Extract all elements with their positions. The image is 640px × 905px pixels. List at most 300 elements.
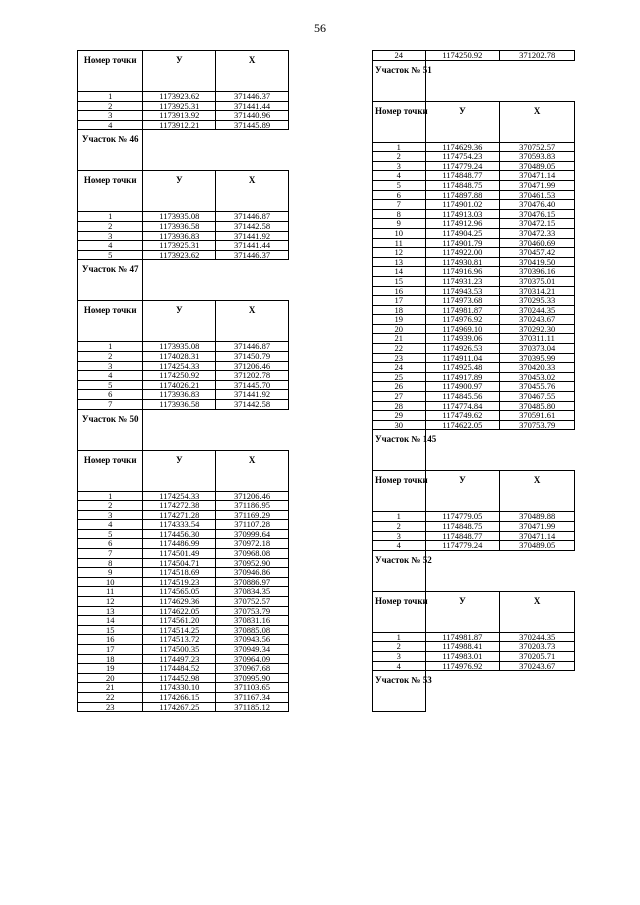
- y-coordinate: 1174779.24: [425, 541, 500, 551]
- table-row: [373, 219, 575, 229]
- y-coordinate: 1174916.96: [425, 267, 500, 277]
- header-x: Х: [216, 450, 289, 491]
- section-title: Участок № 145: [373, 430, 426, 471]
- x-coordinate: 370396.16: [500, 267, 575, 277]
- x-coordinate: 370314.21: [500, 286, 575, 296]
- header-point: Номер точки: [78, 171, 143, 212]
- point-number: 3: [373, 531, 426, 541]
- y-coordinate: 1174973.68: [425, 296, 500, 306]
- y-coordinate: 1174779.24: [425, 161, 500, 171]
- coordinates-table-right: [372, 50, 575, 712]
- x-coordinate: 370203.73: [500, 642, 575, 652]
- y-coordinate: 1174629.36: [143, 597, 216, 607]
- x-coordinate: 370467.55: [500, 392, 575, 402]
- header-x: Х: [216, 171, 289, 212]
- y-coordinate: 1173925.31: [143, 101, 216, 111]
- point-number: 16: [78, 635, 143, 645]
- point-number: 4: [373, 541, 426, 551]
- section-spacer: [425, 671, 574, 712]
- y-coordinate: 1174976.92: [425, 661, 500, 671]
- y-coordinate: 1174250.92: [143, 371, 216, 381]
- point-number: 10: [373, 228, 426, 238]
- x-coordinate: 370489.88: [500, 512, 575, 522]
- x-coordinate: 370886.97: [216, 577, 289, 587]
- point-number: 8: [373, 209, 426, 219]
- y-coordinate: 1174484.52: [143, 664, 216, 674]
- y-coordinate: 1174845.56: [425, 392, 500, 402]
- x-coordinate: 370243.67: [500, 661, 575, 671]
- y-coordinate: 1174943.53: [425, 286, 500, 296]
- table-row: [78, 692, 289, 702]
- point-number: 11: [78, 587, 143, 597]
- y-coordinate: 1173936.58: [143, 221, 216, 231]
- x-coordinate: 371442.58: [216, 399, 289, 409]
- table-row: [373, 200, 575, 210]
- x-coordinate: 370472.33: [500, 228, 575, 238]
- point-number: 3: [373, 651, 426, 661]
- x-coordinate: 370834.35: [216, 587, 289, 597]
- point-number: 2: [373, 522, 426, 532]
- y-coordinate: 1173936.83: [143, 390, 216, 400]
- table-row: [373, 228, 575, 238]
- point-number: 30: [373, 420, 426, 430]
- section-title: Участок № 46: [78, 130, 143, 171]
- x-coordinate: 371445.70: [216, 380, 289, 390]
- point-number: 7: [373, 200, 426, 210]
- point-number: 13: [78, 606, 143, 616]
- y-coordinate: 1174848.75: [425, 180, 500, 190]
- point-number: 21: [373, 334, 426, 344]
- point-number: 28: [373, 401, 426, 411]
- header-point: Номер точки: [78, 450, 143, 491]
- x-coordinate: 371202.78: [216, 371, 289, 381]
- y-coordinate: 1174913.03: [425, 209, 500, 219]
- point-number: 5: [78, 529, 143, 539]
- x-coordinate: 370885.08: [216, 625, 289, 635]
- table-row: [78, 221, 289, 231]
- x-coordinate: 370205.71: [500, 651, 575, 661]
- page-number: 56: [314, 21, 326, 35]
- table-row: [78, 597, 289, 607]
- x-coordinate: 370311.11: [500, 334, 575, 344]
- y-coordinate: 1173936.83: [143, 231, 216, 241]
- point-number: 24: [373, 363, 426, 373]
- table-row: [78, 664, 289, 674]
- header-point: Номер точки: [373, 591, 426, 632]
- point-number: 12: [373, 248, 426, 258]
- y-coordinate: 1174983.01: [425, 651, 500, 661]
- point-number: 7: [78, 549, 143, 559]
- y-coordinate: 1174922.00: [425, 248, 500, 258]
- section-spacer: [143, 260, 289, 301]
- x-coordinate: 370472.15: [500, 219, 575, 229]
- table-row: [78, 702, 289, 712]
- table-row: [78, 390, 289, 400]
- y-coordinate: 1174900.97: [425, 382, 500, 392]
- x-coordinate: 370461.53: [500, 190, 575, 200]
- x-coordinate: 370471.14: [500, 171, 575, 181]
- point-number: 5: [78, 380, 143, 390]
- point-number: 5: [373, 180, 426, 190]
- table-header-row: [373, 471, 575, 512]
- point-number: 22: [78, 692, 143, 702]
- point-number: 1: [78, 92, 143, 102]
- table-row: [78, 520, 289, 530]
- point-number: 5: [78, 250, 143, 260]
- point-number: 20: [78, 673, 143, 683]
- section-row: [78, 260, 289, 301]
- x-coordinate: 370968.08: [216, 549, 289, 559]
- x-coordinate: 370946.86: [216, 568, 289, 578]
- section-row: [78, 409, 289, 450]
- table-row: [373, 315, 575, 325]
- point-number: 9: [78, 568, 143, 578]
- y-coordinate: 1173913.92: [143, 111, 216, 121]
- table-row: [373, 411, 575, 421]
- y-coordinate: 1173923.62: [143, 250, 216, 260]
- x-coordinate: 370489.05: [500, 161, 575, 171]
- table-row: [78, 399, 289, 409]
- x-coordinate: 370753.79: [216, 606, 289, 616]
- point-number: 23: [373, 353, 426, 363]
- y-coordinate: 1174981.87: [425, 632, 500, 642]
- point-number: 4: [78, 520, 143, 530]
- x-coordinate: 370395.99: [500, 353, 575, 363]
- y-coordinate: 1174848.77: [425, 171, 500, 181]
- point-number: 12: [78, 597, 143, 607]
- point-number: 2: [373, 152, 426, 162]
- section-spacer: [425, 60, 574, 101]
- section-row: [373, 60, 575, 101]
- y-coordinate: 1174497.23: [143, 654, 216, 664]
- point-number: 19: [373, 315, 426, 325]
- y-coordinate: 1174848.75: [425, 522, 500, 532]
- point-number: 4: [373, 661, 426, 671]
- point-number: 14: [78, 616, 143, 626]
- point-number: 29: [373, 411, 426, 421]
- x-coordinate: 370420.33: [500, 363, 575, 373]
- x-coordinate: 371103.65: [216, 683, 289, 693]
- y-coordinate: 1174749.62: [425, 411, 500, 421]
- point-number: 11: [373, 238, 426, 248]
- y-coordinate: 1174931.23: [425, 276, 500, 286]
- point-number: 20: [373, 324, 426, 334]
- coordinates-column-left: [77, 50, 289, 712]
- y-coordinate: 1174901.02: [425, 200, 500, 210]
- x-coordinate: 371206.46: [216, 491, 289, 501]
- table-row: [373, 296, 575, 306]
- point-number: 9: [373, 219, 426, 229]
- y-coordinate: 1174250.92: [425, 51, 500, 61]
- y-coordinate: 1174848.77: [425, 531, 500, 541]
- point-number: 1: [78, 342, 143, 352]
- x-coordinate: 371185.12: [216, 702, 289, 712]
- header-point: Номер точки: [373, 101, 426, 142]
- y-coordinate: 1174272.38: [143, 501, 216, 511]
- point-number: 23: [78, 702, 143, 712]
- header-y: У: [425, 471, 500, 512]
- section-spacer: [425, 430, 574, 471]
- header-y: У: [143, 450, 216, 491]
- x-coordinate: 371441.44: [216, 241, 289, 251]
- y-coordinate: 1174774.84: [425, 401, 500, 411]
- x-coordinate: 370375.01: [500, 276, 575, 286]
- x-coordinate: 370457.42: [500, 248, 575, 258]
- y-coordinate: 1174500.35: [143, 645, 216, 655]
- x-coordinate: 371186.95: [216, 501, 289, 511]
- point-number: 4: [373, 171, 426, 181]
- section-row: [373, 430, 575, 471]
- table-row: [78, 241, 289, 251]
- y-coordinate: 1173935.08: [143, 342, 216, 352]
- x-coordinate: 371167.34: [216, 692, 289, 702]
- y-coordinate: 1174501.49: [143, 549, 216, 559]
- section-row: [78, 130, 289, 171]
- y-coordinate: 1174254.33: [143, 361, 216, 371]
- header-x: Х: [500, 591, 575, 632]
- table-header-row: [373, 591, 575, 632]
- point-number: 6: [373, 190, 426, 200]
- y-coordinate: 1174988.41: [425, 642, 500, 652]
- point-number: 1: [373, 512, 426, 522]
- table-header-row: [78, 450, 289, 491]
- x-coordinate: 370476.40: [500, 200, 575, 210]
- x-coordinate: 370972.18: [216, 539, 289, 549]
- point-number: 1: [373, 632, 426, 642]
- y-coordinate: 1174629.36: [425, 142, 500, 152]
- x-coordinate: 370295.33: [500, 296, 575, 306]
- y-coordinate: 1174779.05: [425, 512, 500, 522]
- x-coordinate: 371445.89: [216, 120, 289, 130]
- header-x: Х: [216, 301, 289, 342]
- table-row: [373, 344, 575, 354]
- point-number: 3: [78, 510, 143, 520]
- x-coordinate: 370455.76: [500, 382, 575, 392]
- x-coordinate: 371446.87: [216, 212, 289, 222]
- header-x: Х: [500, 471, 575, 512]
- x-coordinate: 370753.79: [500, 420, 575, 430]
- table-row: [78, 92, 289, 102]
- section-row: [373, 671, 575, 712]
- header-x: Х: [216, 51, 289, 92]
- section-spacer: [143, 409, 289, 450]
- header-y: У: [143, 171, 216, 212]
- point-number: 15: [78, 625, 143, 635]
- x-coordinate: 371107.28: [216, 520, 289, 530]
- table-row: [78, 111, 289, 121]
- y-coordinate: 1173935.08: [143, 212, 216, 222]
- table-row: [373, 661, 575, 671]
- point-number: 16: [373, 286, 426, 296]
- point-number: 3: [78, 231, 143, 241]
- header-x: Х: [500, 101, 575, 142]
- y-coordinate: 1174622.05: [143, 606, 216, 616]
- x-coordinate: 370471.99: [500, 522, 575, 532]
- x-coordinate: 370244.35: [500, 305, 575, 315]
- y-coordinate: 1174912.96: [425, 219, 500, 229]
- y-coordinate: 1174333.54: [143, 520, 216, 530]
- table-row: [78, 568, 289, 578]
- y-coordinate: 1174911.04: [425, 353, 500, 363]
- y-coordinate: 1174518.69: [143, 568, 216, 578]
- y-coordinate: 1174330.10: [143, 683, 216, 693]
- point-number: 3: [373, 161, 426, 171]
- y-coordinate: 1174513.72: [143, 635, 216, 645]
- y-coordinate: 1174028.31: [143, 351, 216, 361]
- point-number: 18: [78, 654, 143, 664]
- header-point: Номер точки: [78, 51, 143, 92]
- y-coordinate: 1174901.79: [425, 238, 500, 248]
- x-coordinate: 370489.05: [500, 541, 575, 551]
- y-coordinate: 1174969.10: [425, 324, 500, 334]
- point-number: 8: [78, 558, 143, 568]
- header-point: Номер точки: [78, 301, 143, 342]
- y-coordinate: 1174897.88: [425, 190, 500, 200]
- table-row: [373, 152, 575, 162]
- table-header-row: [78, 171, 289, 212]
- y-coordinate: 1174504.71: [143, 558, 216, 568]
- table-row: [373, 651, 575, 661]
- header-y: У: [425, 591, 500, 632]
- coordinates-column-right: [372, 50, 575, 712]
- x-coordinate: 370964.09: [216, 654, 289, 664]
- table-row: [78, 549, 289, 559]
- point-number: 2: [78, 501, 143, 511]
- x-coordinate: 371441.44: [216, 101, 289, 111]
- header-y: У: [143, 301, 216, 342]
- table-row: [78, 645, 289, 655]
- coordinates-table-left: [77, 50, 289, 712]
- point-number: 17: [373, 296, 426, 306]
- point-number: 2: [373, 642, 426, 652]
- x-coordinate: 371446.87: [216, 342, 289, 352]
- point-number: 13: [373, 257, 426, 267]
- x-coordinate: 370476.15: [500, 209, 575, 219]
- y-coordinate: 1173912.21: [143, 120, 216, 130]
- x-coordinate: 371169.29: [216, 510, 289, 520]
- x-coordinate: 370952.90: [216, 558, 289, 568]
- y-coordinate: 1174267.25: [143, 702, 216, 712]
- x-coordinate: 370244.35: [500, 632, 575, 642]
- table-row: [373, 248, 575, 258]
- point-number: 4: [78, 120, 143, 130]
- y-coordinate: 1174254.33: [143, 491, 216, 501]
- x-coordinate: 371450.79: [216, 351, 289, 361]
- x-coordinate: 371441.92: [216, 231, 289, 241]
- x-coordinate: 370419.50: [500, 257, 575, 267]
- y-coordinate: 1174519.23: [143, 577, 216, 587]
- x-coordinate: 370752.57: [500, 142, 575, 152]
- x-coordinate: 371441.92: [216, 390, 289, 400]
- point-number: 6: [78, 390, 143, 400]
- section-spacer: [425, 550, 574, 591]
- point-number: 26: [373, 382, 426, 392]
- point-number: 1: [78, 212, 143, 222]
- x-coordinate: 370593.83: [500, 152, 575, 162]
- table-row: [78, 120, 289, 130]
- y-coordinate: 1174452.98: [143, 673, 216, 683]
- table-row: [373, 267, 575, 277]
- y-coordinate: 1174486.99: [143, 539, 216, 549]
- point-number: 18: [373, 305, 426, 315]
- x-coordinate: 370949.34: [216, 645, 289, 655]
- y-coordinate: 1174904.25: [425, 228, 500, 238]
- table-row: [78, 501, 289, 511]
- x-coordinate: 371446.37: [216, 250, 289, 260]
- section-row: [373, 550, 575, 591]
- point-number: 3: [78, 111, 143, 121]
- x-coordinate: 370995.90: [216, 673, 289, 683]
- header-y: У: [143, 51, 216, 92]
- point-number: 2: [78, 101, 143, 111]
- x-coordinate: 370943.56: [216, 635, 289, 645]
- point-number: 10: [78, 577, 143, 587]
- y-coordinate: 1174561.20: [143, 616, 216, 626]
- y-coordinate: 1174271.28: [143, 510, 216, 520]
- y-coordinate: 1173923.62: [143, 92, 216, 102]
- point-number: 21: [78, 683, 143, 693]
- section-title: Участок № 50: [78, 409, 143, 450]
- point-number: 1: [78, 491, 143, 501]
- y-coordinate: 1174925.48: [425, 363, 500, 373]
- x-coordinate: 370967.68: [216, 664, 289, 674]
- table-header-row: [373, 101, 575, 142]
- y-coordinate: 1173925.31: [143, 241, 216, 251]
- point-number: 2: [78, 351, 143, 361]
- x-coordinate: 370460.69: [500, 238, 575, 248]
- x-coordinate: 370243.67: [500, 315, 575, 325]
- y-coordinate: 1174456.30: [143, 529, 216, 539]
- y-coordinate: 1174266.15: [143, 692, 216, 702]
- table-row: [373, 276, 575, 286]
- table-row: [78, 371, 289, 381]
- point-number: 24: [373, 51, 426, 61]
- x-coordinate: 371442.58: [216, 221, 289, 231]
- point-number: 15: [373, 276, 426, 286]
- table-row: [373, 180, 575, 190]
- x-coordinate: 371202.78: [500, 51, 575, 61]
- y-coordinate: 1174026.21: [143, 380, 216, 390]
- y-coordinate: 1174976.92: [425, 315, 500, 325]
- x-coordinate: 370453.02: [500, 372, 575, 382]
- x-coordinate: 370999.64: [216, 529, 289, 539]
- x-coordinate: 370591.61: [500, 411, 575, 421]
- table-row: [373, 51, 575, 61]
- point-number: 3: [78, 361, 143, 371]
- x-coordinate: 370752.57: [216, 597, 289, 607]
- table-row: [373, 522, 575, 532]
- point-number: 17: [78, 645, 143, 655]
- x-coordinate: 371440.96: [216, 111, 289, 121]
- section-title: Участок № 53: [373, 671, 426, 712]
- point-number: 4: [78, 371, 143, 381]
- point-number: 27: [373, 392, 426, 402]
- point-number: 7: [78, 399, 143, 409]
- x-coordinate: 370373.04: [500, 344, 575, 354]
- y-coordinate: 1174981.87: [425, 305, 500, 315]
- point-number: 1: [373, 142, 426, 152]
- table-row: [373, 363, 575, 373]
- point-number: 22: [373, 344, 426, 354]
- point-number: 19: [78, 664, 143, 674]
- table-header-row: [78, 301, 289, 342]
- table-row: [78, 616, 289, 626]
- x-coordinate: 371446.37: [216, 92, 289, 102]
- table-row: [373, 392, 575, 402]
- table-row: [78, 342, 289, 352]
- x-coordinate: 370471.99: [500, 180, 575, 190]
- table-row: [373, 541, 575, 551]
